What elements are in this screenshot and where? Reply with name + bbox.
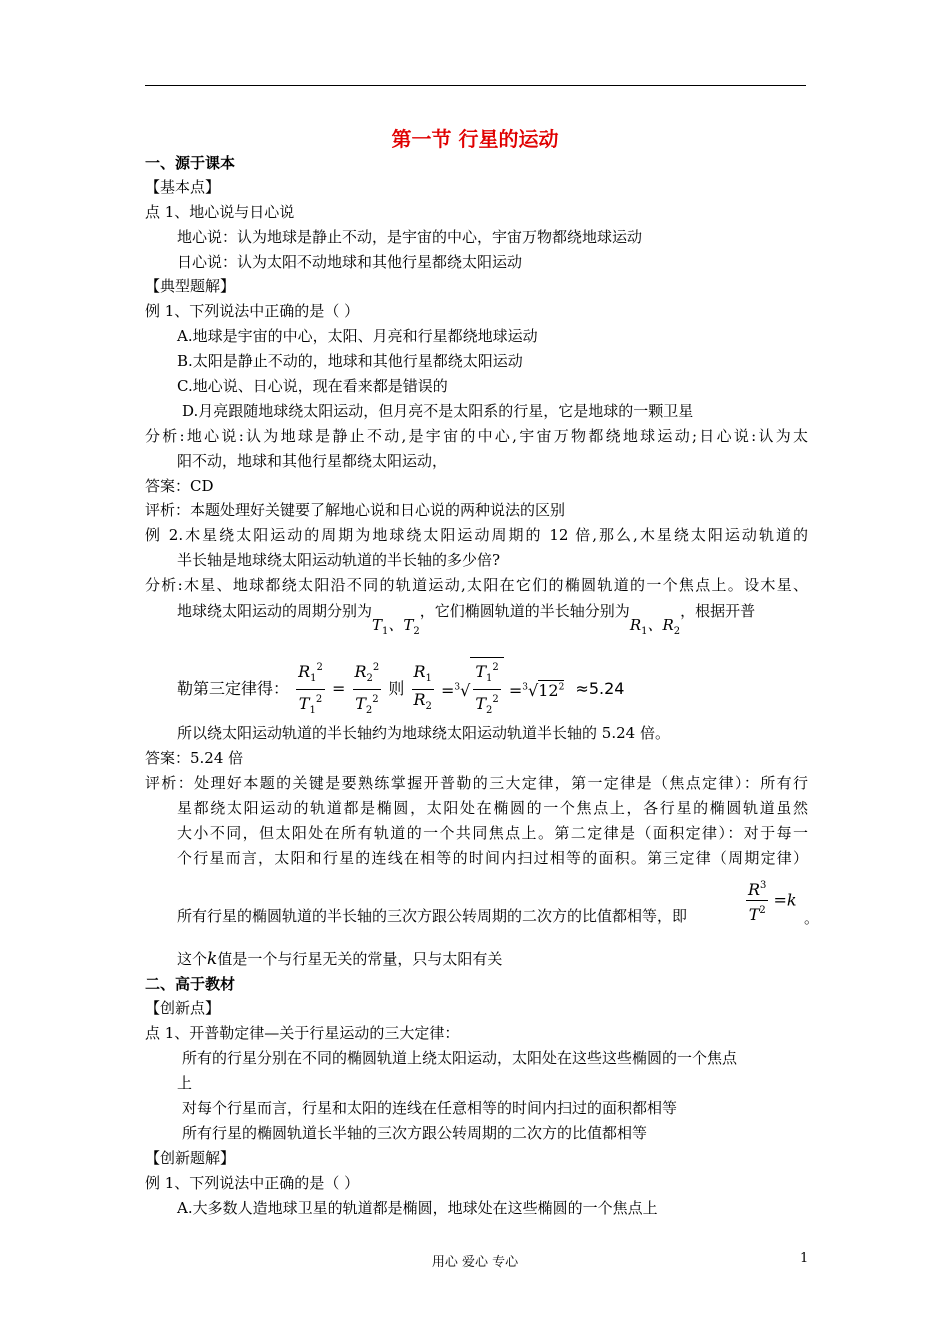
innovation-points-label: 【创新点】	[145, 999, 221, 1017]
page-title: 第一节 行星的运动	[391, 127, 559, 151]
example1-analysis-line2: 阳不动，地球和其他行星都绕太阳运动，	[177, 452, 448, 470]
example3-question: 例 1、下列说法中正确的是（ ）	[145, 1174, 360, 1192]
example1-option-c: C.地心说、日心说，现在看来都是错误的	[177, 377, 448, 395]
comment6-text-a: 这个	[177, 950, 208, 968]
example2-conclusion: 所以绕太阳运动轨道的半长轴约为地球绕太阳运动轨道半长轴的 5.24 倍。	[177, 724, 670, 742]
typical-problems-label: 【典型题解】	[145, 277, 236, 295]
example1-analysis-line1: 分析:地心说:认为地球是静止不动,是宇宙的中心,宇宙万物都绕地球运动;日心说:认为太	[145, 427, 808, 445]
kepler-law3: 所有行星的椭圆轨道长半轴的三次方跟公转周期的二次方的比值都相等	[182, 1124, 648, 1142]
section-heading-2: 二、高于教材	[145, 975, 236, 993]
innovation-problems-label: 【创新题解】	[145, 1149, 236, 1167]
axis-symbols: $R_1$、$R_2$	[629, 616, 681, 637]
example2-comment-line4: 个行星而言，太阳和行星的连线在相等的时间内扫过相等的面积。第三定律（周期定律）	[177, 849, 808, 867]
page-footer: 用心 爱心 专心	[431, 1255, 519, 1270]
page-number: 1	[800, 1251, 809, 1266]
point1b-heading: 点 1、开普勒定律—关于行星运动的三大定律：	[145, 1024, 460, 1042]
equals-sign: =	[332, 679, 346, 698]
kepler-law2: 对每个行星而言，行星和太阳的连线在任意相等的时间内扫过的面积都相等	[182, 1099, 678, 1117]
example3-option-a: A.大多数人造地球卫星的轨道都是椭圆，地球处在这些椭圆的一个焦点上	[177, 1199, 658, 1217]
comment6-text-b: 值是一个与行星无关的常量，只与太阳有关	[217, 950, 503, 968]
analysis-text-c: ，根据开普	[680, 602, 756, 620]
then-label: 则	[388, 679, 405, 698]
analysis-text-a: 地球绕太阳运动的周期分别为	[177, 602, 373, 620]
example2-analysis-line1: 分析:木星、地球都绕太阳沿不同的轨道运动,太阳在它们的椭圆轨道的一个焦点上。设木星、	[145, 576, 808, 594]
example2-answer: 答案：5.24 倍	[145, 749, 244, 767]
heliocentric-text: 日心说：认为太阳不动地球和其他行星都绕太阳运动	[177, 253, 523, 271]
example1-question: 例 1、下列说法中正确的是（ ）	[145, 302, 360, 320]
period-symbols: $T_1$、$T_2$	[372, 616, 420, 637]
example2-comment-line3: 大小不同，但太阳处在所有轨道的一个共同焦点上。第二定律是（面积定律）：对于每一	[177, 824, 808, 842]
k-symbol: k	[207, 949, 218, 969]
example2-question-line2: 半长轴是地球绕太阳运动轨道的半长轴的多少倍?	[177, 551, 501, 569]
section-heading-1: 一、源于课本	[145, 154, 236, 172]
header-rule	[145, 85, 806, 86]
example2-question-line1: 例 2.木星绕太阳运动的周期为地球绕太阳运动周期的 12 倍,那么,木星绕太阳运动轨道的	[145, 526, 808, 544]
kepler-law1-line1: 所有的行星分别在不同的椭圆轨道上绕太阳运动，太阳处在这些这些椭圆的一个焦点	[182, 1049, 738, 1067]
fraction-r2-t2: $\frac{R_2^2}{T_2^2}$	[353, 658, 382, 721]
kepler-third-law-equation	[177, 657, 624, 721]
example1-option-a: A.地球是宇宙的中心，太阳、月亮和行星都绕地球运动	[177, 327, 538, 345]
example1-comment: 评析：本题处理好关键要了解地心说和日心说的两种说法的区别	[145, 501, 566, 519]
point1-heading: 点 1、地心说与日心说	[145, 203, 295, 221]
example2-comment-line1: 评析：处理好本题的关键是要熟练掌握开普勒的三大定律，第一定律是（焦点定律）：所有行	[145, 774, 808, 792]
example2-comment-line2: 星都绕太阳运动的轨道都是椭圆，太阳处在椭圆的一个焦点上，各行星的椭圆轨道虽然	[177, 799, 808, 817]
law-label: 勒第三定律得：	[177, 679, 290, 698]
result-value: ≈5.24	[575, 679, 625, 698]
analysis-text-b: ，它们椭圆轨道的半长轴分别为	[419, 602, 630, 620]
example2-comment-line5: 所有行星的椭圆轨道的半长轴的三次方跟公转周期的二次方的比值都相等，即	[177, 907, 688, 925]
example2-analysis-line2	[177, 601, 756, 637]
period-mark: 。	[804, 909, 820, 927]
example1-option-d: D.月亮跟随地球绕太阳运动，但月亮不是太阳系的行星，它是地球的一颗卫星	[182, 402, 694, 420]
example2-comment-line6	[177, 949, 502, 969]
ratio-equation: $\frac{R^3}{T^2}$ =k	[746, 876, 797, 925]
geocentric-text: 地心说：认为地球是静止不动，是宇宙的中心，宇宙万物都绕地球运动	[177, 228, 643, 246]
example1-option-b: B.太阳是静止不动的，地球和其他行星都绕太阳运动	[177, 352, 523, 370]
fraction-r1-r2: $\frac{R_1}{R_2}$	[413, 661, 432, 712]
kepler-law1-line2: 上	[177, 1074, 193, 1092]
cube-root-12: $=^3√12^2$	[508, 680, 565, 700]
basic-points-label: 【基本点】	[145, 178, 221, 196]
equals-cube-root: =$^3$√	[441, 680, 471, 700]
radicand: $\frac{T_1^2}{T_2^2}$	[470, 657, 503, 721]
fraction-r1-t1: $\frac{R_1^2}{T_1^2}$	[296, 658, 325, 721]
example1-answer: 答案：CD	[145, 477, 214, 495]
